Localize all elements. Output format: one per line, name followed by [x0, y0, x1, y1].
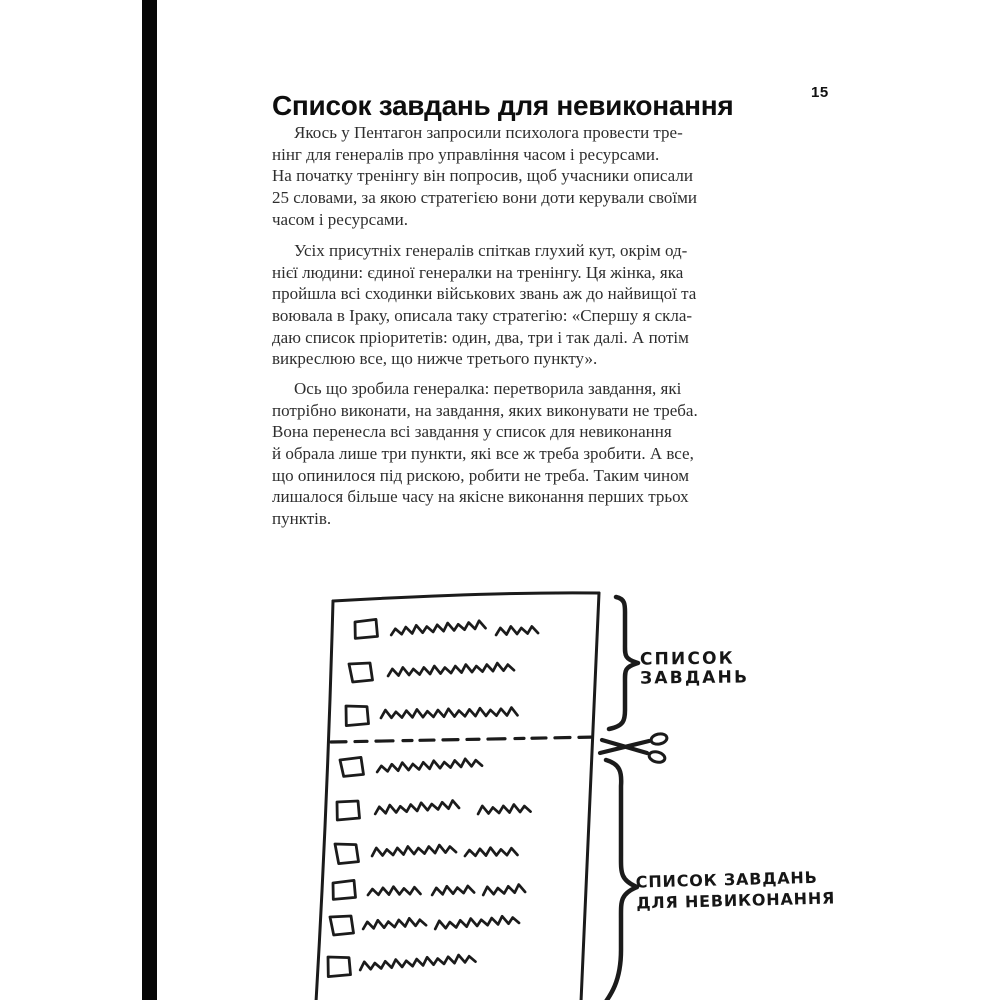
scribble-line	[496, 626, 538, 635]
body-text-line: даю список пріоритетів: один, два, три і так далі. А потім	[272, 327, 689, 347]
scribble-line	[368, 886, 421, 895]
label-not-todo-list-line1: СПИСОК ЗАВДАНЬ	[635, 867, 818, 892]
body-text-line: пройшла всі сходинки військових звань аж до найвищої та	[272, 284, 697, 304]
body-text-line: часом і ресурсами.	[272, 209, 408, 229]
body-text-line: викреслюю все, що нижче третього пункту».	[272, 349, 598, 369]
body-text-line: На початку тренінгу він попросив, щоб учасники описали	[272, 166, 693, 186]
task-row	[340, 757, 482, 776]
body-text-line: Якось у Пентагон запросили психолога провести тре-	[294, 123, 683, 142]
checkbox-icon	[346, 706, 369, 726]
body-text-line: нієї людини: єдиної генералки на тренінгу. Ця жінка, яка	[272, 262, 684, 282]
checkbox-icon	[337, 801, 360, 820]
body-text-line: потрібно виконати, на завдання, яких виконувати не треба.	[272, 400, 698, 420]
body-text-line: Вона перенесла всі завдання у список для невиконання	[272, 422, 672, 442]
tasks-below-cut	[328, 757, 531, 976]
paper-sheet	[316, 593, 599, 1000]
scribble-line	[432, 885, 474, 895]
label-not-todo-list	[635, 866, 835, 913]
label-task-list	[640, 649, 749, 687]
body-text-line: Ось що зробила генералка: перетворила завдання, які	[294, 379, 682, 398]
task-row	[333, 880, 525, 899]
scribble-line	[391, 620, 486, 635]
task-row	[349, 663, 514, 682]
body-text-line: що опинилося під рискою, робити не треба. Таким чином	[272, 465, 690, 485]
task-row	[328, 954, 476, 976]
body-text-line: Усіх присутніх генералів спіткав глухий кут, окрім од-	[294, 241, 688, 260]
body-text-line: лишалося більше часу на якісне виконання перших трьох	[272, 487, 689, 507]
scribble-line	[372, 845, 456, 856]
checkbox-icon	[340, 757, 364, 776]
scribble-line	[375, 800, 459, 814]
body-text-line: воювала в Іраку, описала таку стратегію: «Спершу я скла-	[272, 306, 693, 326]
top-brace	[609, 597, 638, 729]
cut-dashed-line	[331, 737, 597, 742]
checkbox-icon	[335, 844, 359, 864]
label-task-list-line2: ЗАВДАНЬ	[639, 666, 750, 689]
task-row	[355, 619, 538, 638]
body-text-line: пунктів.	[272, 509, 332, 529]
checkbox-icon	[349, 663, 373, 682]
checkbox-icon	[333, 880, 356, 899]
page-number: 15	[811, 84, 829, 101]
task-row	[346, 706, 518, 726]
task-row	[337, 800, 531, 820]
task-row	[330, 916, 519, 935]
body-text-line: 25 словами, за якою стратегією вони доти керували своїми	[272, 188, 697, 208]
label-task-list-line1: СПИСОК	[639, 648, 735, 670]
tasks-above-cut	[346, 619, 538, 725]
checkbox-icon	[328, 957, 351, 977]
scribble-line	[465, 847, 518, 856]
body-text-line: й обрала лише три пункти, які все ж треба зробити. А все,	[272, 444, 694, 464]
label-not-todo-list-line2: ДЛЯ НЕВИКОНАННЯ	[636, 888, 836, 913]
checkbox-icon	[330, 916, 354, 935]
scribble-line	[483, 884, 525, 895]
scribble-line	[388, 663, 514, 676]
scribble-line	[478, 804, 531, 814]
body-text-line: нінг для генералів про управління часом і ресурсами.	[272, 144, 660, 164]
task-row	[335, 844, 518, 864]
chapter-title: Список завдань для невиконання	[272, 90, 734, 121]
checkbox-icon	[355, 619, 378, 638]
bottom-brace	[598, 760, 637, 1000]
scribble-line	[360, 954, 476, 970]
scribble-line	[377, 758, 482, 772]
scribble-line	[435, 916, 519, 929]
scribble-line	[381, 706, 518, 719]
scribble-line	[363, 918, 426, 929]
